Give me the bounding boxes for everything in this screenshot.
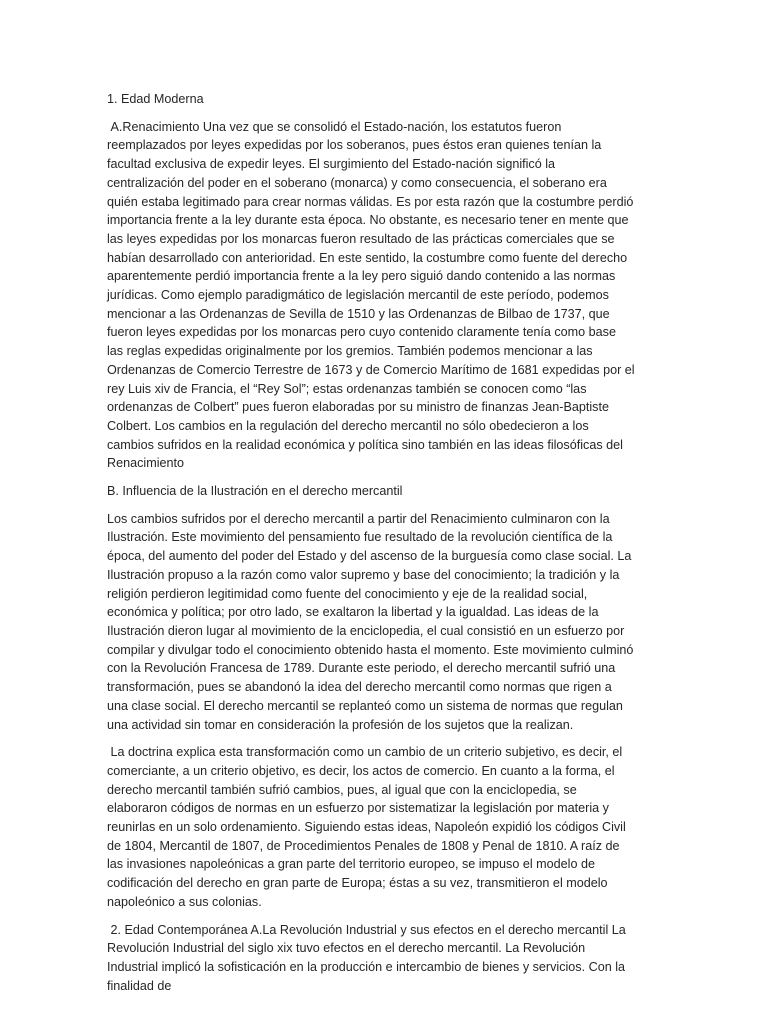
section-heading-ilustracion: B. Influencia de la Ilustración en el derecho mercantil <box>107 484 403 499</box>
section-heading-edad-moderna: 1. Edad Moderna <box>107 92 204 106</box>
paragraph-doctrina: La doctrina explica esta transformación como un cambio de un criterio subjetivo, es decir, el comerciante, a un criterio objetivo, es decir, los actos de comercio. En cuanto a la forma, el derecho mercantil también sufrió cambios, pues, al igual que con la enciclopedia, se elaboraron códigos de normas en un esfuerzo por sistematizar la legislación por materia y reunirlas en un solo ordenamiento. Siguiendo estas ideas, Napoleón expidió los códigos Civil de 1804, Mercantil de 1807, de Procedimientos Penales de 1808 y Penal de 1810. A raíz de las invasiones napoleónicas a gran parte del territorio europeo, se impuso el modelo de codificación del derecho en gran parte de Europa; éstas a su vez, transmitieron el modelo napoleónico a sus colonias. <box>107 745 630 909</box>
document-page <box>107 90 639 1004</box>
paragraph-renacimiento: A.Renacimiento Una vez que se consolidó el Estado-nación, los estatutos fueron reemplazados por leyes expedidas por los soberanos, pues éstos eran quienes tenían la facultad exclusiva de expedir leyes. El surgimiento del Estado-nación significó la centralización del poder en el soberano (monarca) y como consecuencia, el soberano era quién estaba legitimado para crear normas válidas. Es por esta razón que la costumbre perdió importancia frente a la ley durante esta época. No obstante, es necesario tener en mente que las leyes expedidas por los monarcas fueron resultado de las prácticas comerciales que se habían desarrollado con anterioridad. En este sentido, la costumbre como fuente del derecho aparentemente perdió importancia frente a la ley pero siguió dando contenido a las normas jurídicas. Como ejemplo paradigmático de legislación mercantil de este período, podemos mencionar a las Ordenanzas de Sevilla de 1510 y las Ordenanzas de Bilbao de 1737, que fueron leyes expedidas por los monarcas pero cuyo contenido claramente tenía como base las reglas expedidas originalmente por los gremios. También podemos mencionar a las Ordenanzas de Comercio Terrestre de 1673 y de Comercio Marítimo de 1681 expedidas por el rey Luis xiv de Francia, el “Rey Sol”; estas ordenanzas también se conocen como “las ordenanzas de Colbert” pues fueron elaboradas por su ministro de finanzas Jean-Baptiste Colbert. Los cambios en la regulación del derecho mercantil no sólo obedecieron a los cambios sufridos en la realidad económica y política sino también en las ideas filosóficas del Renacimiento <box>107 119 639 471</box>
paragraph-edad-contemporanea: 2. Edad Contemporánea A.La Revolución Industrial y sus efectos en el derecho mercantil La Revolución Industrial del siglo xix tuvo efectos en el derecho mercantil. La Revolución Industrial implicó la sofisticación en la producción e intercambio de bienes y servicios. Con la finalidad de <box>107 922 630 993</box>
paragraph-ilustracion: Los cambios sufridos por el derecho mercantil a partir del Renacimiento culminaron con la Ilustración. Este movimiento del pensamiento fue resultado de la revolución científica de la época, del aumento del poder del Estado y del ascenso de la burguesía como clase social. La Ilustración propuso a la razón como valor supremo y base del conocimiento; la tradición y la religión perdieron legitimidad como fuente del conocimiento y eje de la realidad social, económica y política; por otro lado, se exaltaron la libertad y la igualdad. Las ideas de la Ilustración dieron lugar al movimiento de la enciclopedia, el cual consistió en un esfuerzo por compilar y divulgar todo el conocimiento obtenido hasta el momento. Este movimiento culminó con la Revolución Francesa de 1789. Durante este periodo, el derecho mercantil sufrió una transformación, pues se abandonó la idea del derecho mercantil como normas que rigen a una clase social. El derecho mercantil se replanteó como un sistema de normas que regulan una actividad sin tomar en consideración la profesión de los sujetos que la realizan. <box>107 511 634 732</box>
